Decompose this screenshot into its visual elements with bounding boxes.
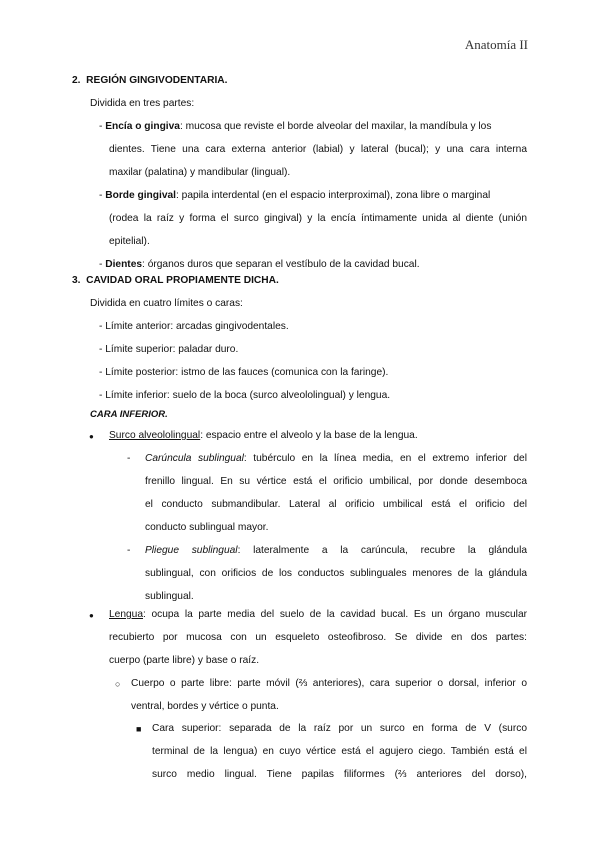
term-surco: Surco alveololingual bbox=[109, 430, 201, 441]
borde-line-2: (rodea la raíz y forma el surco gingival) y la encía íntimamente unida al diente (unión bbox=[109, 213, 527, 224]
lengua-line-3: cuerpo (parte libre) y base o raíz. bbox=[109, 655, 260, 666]
lengua-text-1: : ocupa la parte media del suelo de la cavidad bucal. Es un órgano muscular bbox=[143, 609, 527, 620]
limit-inferior: - Límite inferior: suelo de la boca (surco alveololingual) y lengua. bbox=[99, 390, 391, 401]
surco-line bbox=[109, 429, 418, 443]
term-borde: Borde gingival bbox=[105, 190, 176, 201]
lengua-line-1 bbox=[109, 608, 527, 622]
dash-icon: - bbox=[127, 453, 131, 464]
bullet-icon: ● bbox=[89, 432, 94, 441]
borde-line-3: epitelial). bbox=[109, 236, 150, 247]
list-dash: - bbox=[99, 259, 106, 270]
cara-superior-line-1: Cara superior: separada de la raíz por un surco en forma de V (surco bbox=[152, 723, 527, 734]
caruncula-line-3: el conducto submandibular. Lateral al orificio umbilical está el orificio del bbox=[145, 499, 527, 510]
section-2-intro: Dividida en tres partes: bbox=[90, 98, 195, 109]
limit-posterior: - Límite posterior: istmo de las fauces (comunica con la faringe). bbox=[99, 367, 389, 378]
term-dientes: Dientes bbox=[105, 259, 143, 270]
section-2-heading bbox=[72, 74, 227, 88]
caruncula-line-2: frenillo lingual. En su vértice está el orificio umbilical, por donde desemboca bbox=[145, 476, 527, 487]
surco-text: : espacio entre el alveolo y la base de la lengua. bbox=[200, 430, 418, 441]
dash-icon: - bbox=[127, 545, 131, 556]
encia-line-3: maxilar (palatina) y mandibular (lingual). bbox=[109, 167, 291, 178]
section-3-heading bbox=[72, 274, 279, 288]
square-bullet-icon: ■ bbox=[136, 724, 142, 734]
borde-text-1: : papila interdental (en el espacio interproximal), zona libre o marginal bbox=[176, 190, 491, 201]
dientes-text-1: : órganos duros que separan el vestíbulo de la cavidad bucal. bbox=[142, 259, 420, 270]
term-encia: Encía o gingiva bbox=[105, 121, 180, 132]
cara-inferior-label: CARA INFERIOR. bbox=[90, 409, 168, 420]
cuerpo-line-2: ventral, bordes y vértice o punta. bbox=[131, 701, 279, 712]
cara-superior-line-3: surco medio lingual. Tiene papilas filiformes (⅔ anteriores del dorso), bbox=[152, 769, 527, 780]
section-3-intro: Dividida en cuatro límites o caras: bbox=[90, 298, 243, 309]
list-dash: - bbox=[99, 190, 106, 201]
section-number: 3. bbox=[72, 275, 81, 286]
cara-superior-line-2: terminal de la lengua) en cuyo vértice está el agujero ciego. También está el bbox=[152, 746, 527, 757]
section-title: CAVIDAD ORAL PROPIAMENTE DICHA. bbox=[86, 275, 279, 286]
lengua-line-2: recubierto por mucosa con un esqueleto osteofibroso. Se divide en dos partes: bbox=[109, 632, 527, 643]
bullet-icon: ● bbox=[89, 611, 94, 620]
circle-bullet-icon: ○ bbox=[115, 679, 121, 689]
term-lengua: Lengua bbox=[109, 609, 143, 620]
dientes-line-1 bbox=[99, 258, 420, 272]
cuerpo-line-1: Cuerpo o parte libre: parte móvil (⅔ anteriores), cara superior o dorsal, inferior o bbox=[131, 678, 527, 689]
pliegue-line-3: sublingual. bbox=[145, 591, 194, 602]
caruncula-line-1 bbox=[145, 452, 527, 466]
caruncula-line-4: conducto sublingual mayor. bbox=[145, 522, 269, 533]
page-header-title: Anatomía II bbox=[464, 37, 528, 52]
list-dash: - bbox=[99, 121, 106, 132]
encia-line-2: dientes. Tiene una cara externa anterior (labial) y lateral (bucal); y una cara interna bbox=[109, 144, 527, 155]
term-pliegue: Pliegue sublingual bbox=[145, 545, 238, 556]
limit-anterior: - Límite anterior: arcadas gingivodentales. bbox=[99, 321, 289, 332]
section-title: REGIÓN GINGIVODENTARIA. bbox=[86, 75, 228, 86]
pliegue-line-2: sublingual, con orificios de los conductos sublinguales menores de la glándula bbox=[145, 568, 527, 579]
pliegue-text-1: : lateralmente a la carúncula, recubre la glándula bbox=[237, 545, 527, 556]
section-number: 2. bbox=[72, 75, 81, 86]
borde-line-1 bbox=[99, 189, 490, 203]
encia-text-1: : mucosa que reviste el borde alveolar del maxilar, la mandíbula y los bbox=[179, 121, 492, 132]
limit-superior: - Límite superior: paladar duro. bbox=[99, 344, 239, 355]
encia-line-1 bbox=[99, 120, 491, 134]
pliegue-line-1 bbox=[145, 544, 527, 558]
caruncula-text-1: : tubérculo en la línea media, en el extremo inferior del bbox=[243, 453, 527, 464]
term-caruncula: Carúncula sublingual bbox=[145, 453, 244, 464]
